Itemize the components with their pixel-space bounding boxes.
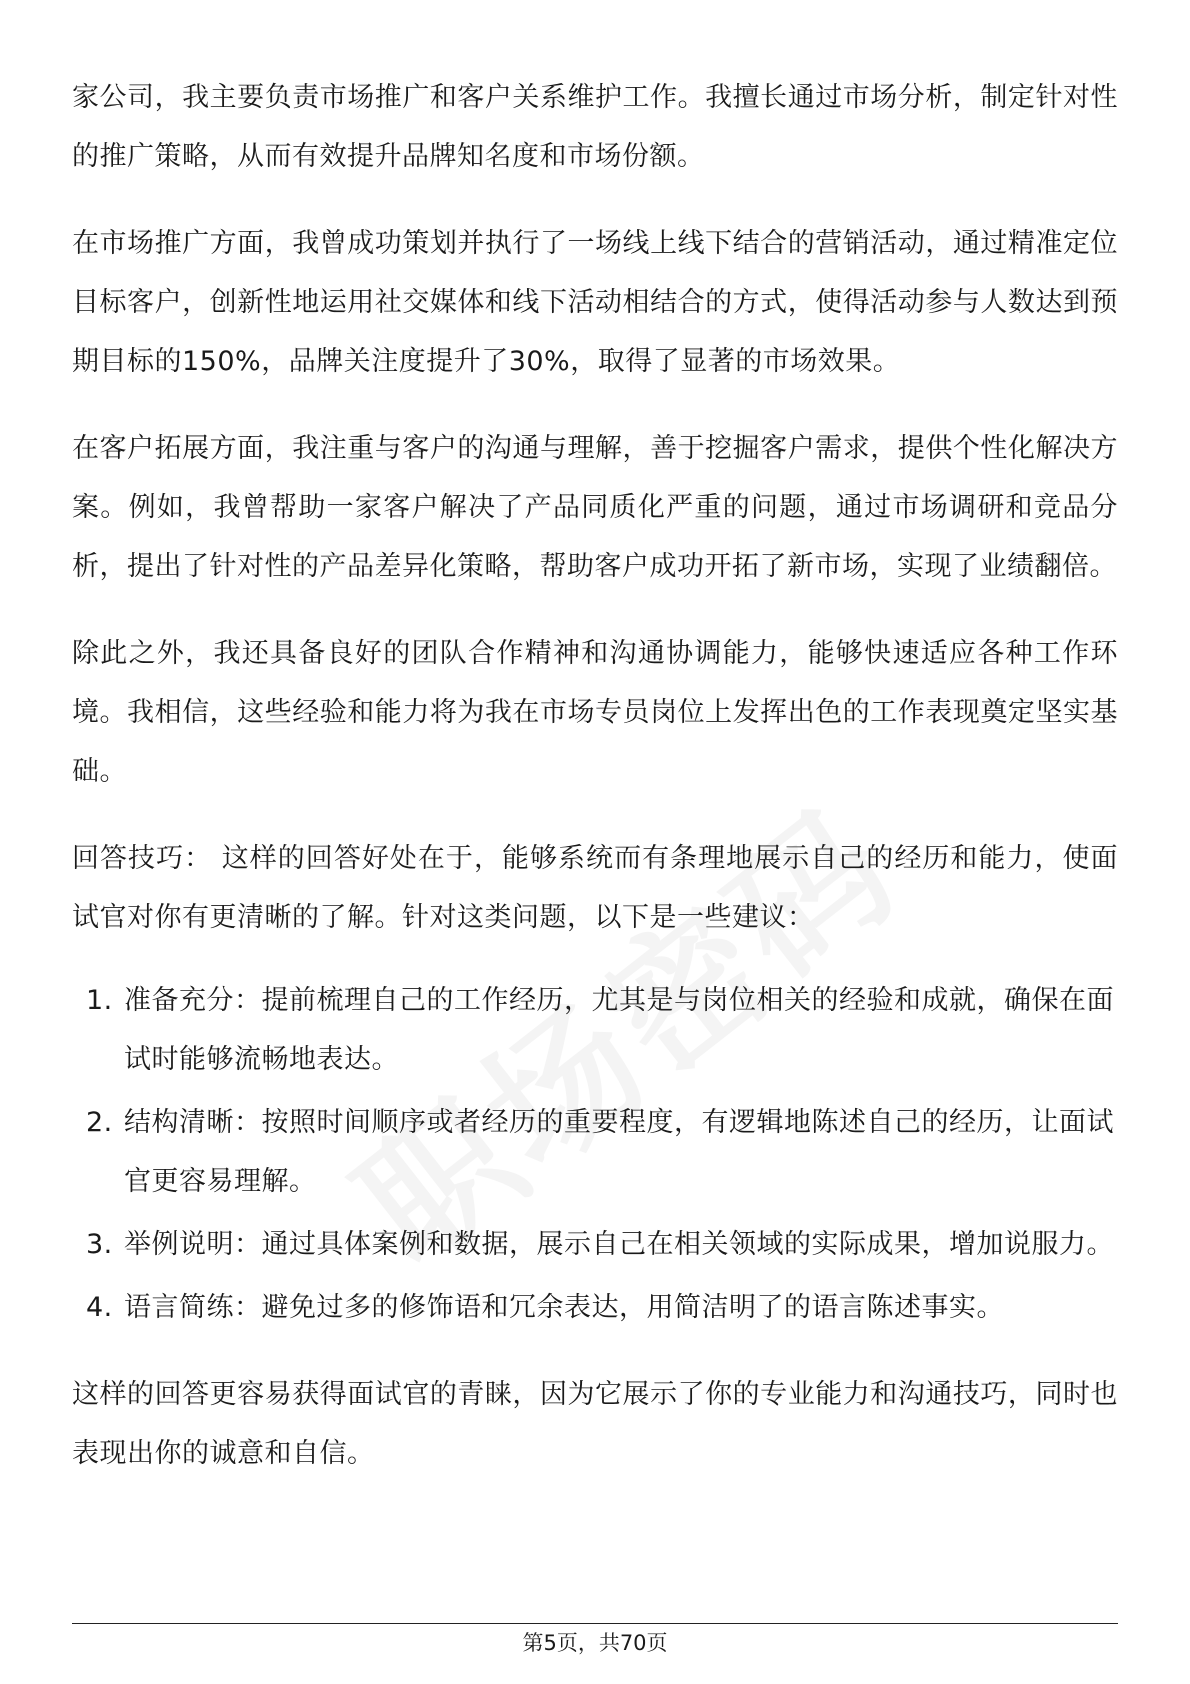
list-item xyxy=(72,971,1118,1089)
list-item-number: 4. xyxy=(86,1292,113,1323)
list-item xyxy=(72,1093,1118,1211)
list-item-number: 1. xyxy=(86,985,113,1016)
page-number: 第5页，共70页 xyxy=(522,1631,668,1655)
list-item xyxy=(72,1215,1118,1274)
list-item-text: 举例说明：通过具体案例和数据，展示自己在相关领域的实际成果，增加说服力。 xyxy=(124,1229,1114,1260)
paragraph-intro: 家公司，我主要负责市场推广和客户关系维护工作。我擅长通过市场分析，制定针对性的推广策略，从而有效提升品牌知名度和市场份额。 xyxy=(72,82,1118,172)
list-item-text: 语言简练：避免过多的修饰语和冗余表达，用简洁明了的语言陈述事实。 xyxy=(124,1292,1004,1323)
paragraph-clients: 在客户拓展方面，我注重与客户的沟通与理解，善于挖掘客户需求，提供个性化解决方案。例如，我曾帮助一家客户解决了产品同质化严重的问题，通过市场调研和竞品分析，提出了针对性的产品差异化策略，帮助客户成功开拓了新市场，实现了业绩翻倍。 xyxy=(72,433,1118,582)
paragraph-closing: 这样的回答更容易获得面试官的青睐，因为它展示了你的专业能力和沟通技巧，同时也表现出你的诚意和自信。 xyxy=(72,1379,1118,1469)
list-item-text: 结构清晰：按照时间顺序或者经历的重要程度，有逻辑地陈述自己的经历，让面试官更容易理解。 xyxy=(124,1107,1114,1197)
paragraph-teamwork: 除此之外，我还具备良好的团队合作精神和沟通协调能力，能够快速适应各种工作环境。我相信，这些经验和能力将为我在市场专员岗位上发挥出色的工作表现奠定坚实基础。 xyxy=(72,638,1118,787)
paragraph-marketing: 在市场推广方面，我曾成功策划并执行了一场线上线下结合的营销活动，通过精准定位目标客户，创新性地运用社交媒体和线下活动相结合的方式，使得活动参与人数达到预期目标的150%，品牌关注度提升了30%，取得了显著的市场效果。 xyxy=(72,228,1118,377)
answer-tips-intro: 回答技巧： 这样的回答好处在于，能够系统而有条理地展示自己的经历和能力，使面试官对你有更清晰的了解。针对这类问题，以下是一些建议： xyxy=(72,843,1118,933)
list-item-text: 准备充分：提前梳理自己的工作经历，尤其是与岗位相关的经验和成就，确保在面试时能够流畅地表达。 xyxy=(124,985,1114,1075)
footer-divider xyxy=(72,1623,1118,1624)
document-body xyxy=(72,68,1118,1511)
tips-list xyxy=(72,971,1118,1337)
list-item xyxy=(72,1278,1118,1337)
list-item-number: 2. xyxy=(86,1107,113,1138)
list-item-number: 3. xyxy=(86,1229,113,1260)
